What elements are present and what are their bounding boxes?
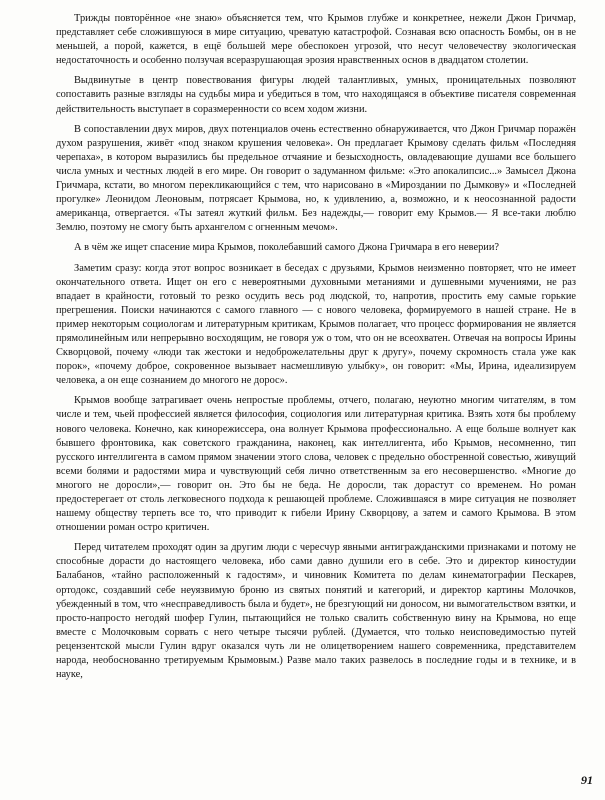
paragraph-6: Крымов вообще затрагивает очень непростые проблемы, отчего, полагаю, неуютно многим читателям, в том числе и тем, чьей профессией является философия, социология или литературная критика. Взять хотя бы проблему нового человека. Конечно, как кинорежиссера, она волнует Крымова профессионально. А еще больше волнует как бывшего фронтовика, как советского гражданина, наконец, как интеллигента, ибо Крымов, несомненно, тип русского интеллигента в самом прямом значении этого слова, человек с предельно обостренной совестью, живущий всеми болями и радостями мира и чувствующий себя лично ответственным за его несовершенство. «Многие до многого не доросли»,— говорит он. Это бы не беда. Не доросли, так дорастут со временем. Но роман предостерегает от столь легковесного подхода к решающей проблеме. Сложившаяся в мире ситуация не позволяет нашему обществу терпеть все то, что приводит к гибели Ирину Скворцову, а затем и самого Крымова. В этом отношении роман остро критичен. <box>56 395 576 534</box>
paragraph-2: Выдвинутые в центр повествования фигуры людей талантливых, умных, проницательных позволяют сопоставить разные взгляды на судьбы мира и убедиться в том, что находящаяся в объективе писателя современная действительность выступает в соразмеренности со всем ходом жизни. <box>56 75 576 115</box>
paragraph-5: Заметим сразу: когда этот вопрос возникает в беседах с друзьями, Крымов неизменно повторяет, что не имеет окончательного ответа. Ищет он его с невероятными духовными метаниями и душевными мучениями, не раз впадает в крайности, готовый то резко осудить весь род людской, то, напротив, простить ему самые горькие прегрешения. Поиски начинаются с самого главного — с нового человека, формируемого в нашей стране. Не в пример некоторым социологам и литературным критикам, Крымов полагает, что процесс формирования не является прямолинейным или непрерывно восходящим, не говоря уж о том, что он не всеохватен. Отвечая на вопросы Ирины Скворцовой, почему «люди так жестоки и недоброжелательны друг к другу», почему скромность стала уже как порок», «почему доброе, сокровенное вызывает насмешливую улыбку», он говорит: «Мы, Ирина, идеализируем человека, а он еще сознанием до многого не дорос». <box>56 262 576 387</box>
paragraph-4-question: А в чём же ищет спасение мира Крымов, поколебавший самого Джона Гричмара в его неверии? <box>74 242 500 254</box>
page-number: 91 <box>581 773 593 787</box>
page-text-column <box>56 12 576 688</box>
paragraph-7: Перед читателем проходят один за другим люди с чересчур явными антигражданскими признаками и потому не способные дорасти до настоящего человека, ибо сами давно душили его в себе. Это и директор киностудии Балабанов, «тайно расположенный к гадостям», и чиновник Комитета по делам кинематографии Пескарев, ортодокс, создавший себе неуязвимую броню из святых понятий и категорий, и директор картины Молочков, убежденный в том, что «несправедливость была и будет», не брезгующий ни доносом, ни вымогательством взятки, и просто-напросто негодяй шофер Гулин, пытающийся не только свалить собственную вину на Крымова, но еще вместе с Молочковым сорвать с него четыре тысячи рублей. (Думается, что только неисповедимостью путей рецензентской мысли Гулин вдруг оказался чуть ли не олицетворением нашего современника, представителем народа, необоснованно третируемым Крымовым.) Разве мало таких развелось в последние годы и в технике, и в науке, <box>56 542 576 681</box>
paragraph-3: В сопоставлении двух миров, двух потенциалов очень естественно обнаруживается, что Джон Гричмар поражён духом разрушения, живёт «под знаком крушения человека». Он предлагает Крымову сделать фильм «Последняя черепаха», в котором выразились бы предельное отчаяние и безысходность, овладевающие душами все большего числа умных и честных людей в его мире. Он говорит о задуманном фильме: «Это апокалипсис...» Замысел Джона Гричмара, кстати, во многом перекликающийся с тем, что нарисовано в «Мироздании по Дымкову» и «Последней прогулке» Леонидом Леоновым, потрясает Крымова, но, к удивлению, а, возможно, и к неосознанной радости американца, отвергается. «Ты затеял жуткий фильм. Без надежды,— говорит ему Крымов.— Я все-таки люблю Землю, поэтому не смогу быть архангелом с огненным мечом». <box>56 123 576 234</box>
paragraph-1: Трижды повторённое «не знаю» объясняется тем, что Крымов глубже и конкретнее, нежели Джон Гричмар, представляет себе сложившуюся в мире ситуацию, чреватую катастрофой. Сознавая всю опасность Бомбы, он в не меньшей, а порой, кажется, в ещё большей мере обеспокоен угрозой, что несут человечеству экологическая недостаточность и особенно ползучая всеразрушающая эрозия нравственных основ в двадцатом столетии. <box>56 13 576 67</box>
